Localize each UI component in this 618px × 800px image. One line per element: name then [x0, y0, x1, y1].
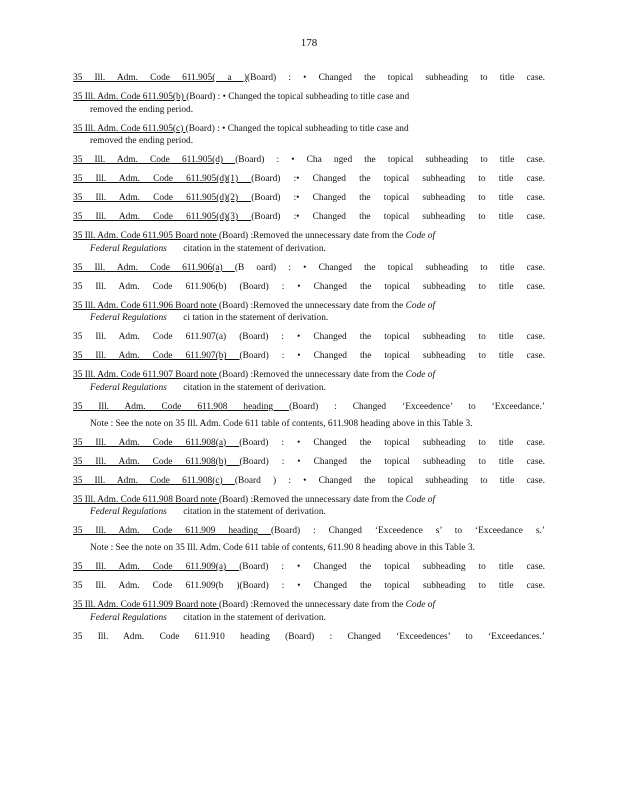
cfr-title-italic: Code of — [405, 494, 436, 505]
code-section-reference: 35 Ill. Adm. Code 611.909 Board note — [73, 600, 219, 611]
continuation-line — [73, 382, 545, 395]
amendment-entry — [73, 230, 545, 255]
continuation-text: removed the ending period. — [90, 104, 194, 115]
cfr-title-italic: Code of — [405, 231, 436, 242]
amendment-entry — [73, 300, 545, 325]
cfr-title-italic: Code of — [405, 370, 436, 381]
cfr-title-italic-cont: Federal Regulations — [90, 382, 167, 393]
amendment-entry — [73, 331, 545, 344]
continuation-text: citation in the statement of derivation. — [183, 612, 326, 623]
amendment-description: (Board) : • Changed the topical subheading to title case. — [239, 351, 546, 362]
cfr-title-italic: Code of — [405, 600, 436, 611]
cfr-title-italic-cont: Federal Regulations — [90, 507, 167, 518]
continuation-text: citation in the statement of derivation. — [183, 382, 326, 393]
amendment-description: (Board) : • Changed the topical subheading to title case. — [239, 456, 546, 467]
code-section-reference: 35 Ill. Adm. Code 611.906(b) — [73, 281, 240, 292]
code-section-reference: 35 Ill. Adm. Code 611.905 Board note — [73, 231, 219, 242]
code-section-reference: 35 Ill. Adm. Code 611.905(c) — [73, 123, 186, 134]
code-section-reference: 35 Ill. Adm. Code 611.907(b) — [73, 351, 240, 362]
code-section-reference: 35 Ill. Adm. Code 611.908(c) — [73, 475, 235, 486]
amendment-description: (Board) :Removed the unnecessary date from the — [219, 600, 404, 611]
continuation-line — [73, 104, 545, 117]
amendment-description: (Board) : • Changed the topical subheading to title case. — [239, 281, 546, 292]
amendment-description: (Board) :Removed the unnecessary date from the — [219, 370, 404, 381]
amendment-description: (Board) : • Changed the topical subheading to title case and — [185, 123, 409, 134]
amendment-description: (Board) : • Changed the topical subheading to title case. — [239, 332, 545, 343]
page-number: 178 — [300, 37, 318, 49]
amendment-entry — [73, 262, 545, 275]
amendment-entry — [73, 91, 545, 116]
amendment-entry — [73, 525, 545, 538]
code-section-reference: 35 Ill. Adm. Code 611.907 Board note — [73, 370, 219, 381]
amendment-description: (Board) :• Changed the topical subheading to title case. — [251, 212, 545, 223]
code-section-reference: 35 Ill. Adm. Code 611.905(d)(2) — [73, 193, 252, 204]
amendment-entry — [73, 123, 545, 148]
continuation-text: removed the ending period. — [90, 136, 194, 147]
cfr-title-italic-cont: Federal Regulations — [90, 313, 167, 324]
continuation-line — [73, 506, 545, 519]
code-section-reference: 35 Ill. Adm. Code 611.905(d)(3) — [73, 212, 252, 223]
code-section-reference: 35 Ill. Adm. Code 611.905(d)(1) — [73, 174, 252, 185]
continuation-text: citation in the statement of derivation. — [183, 507, 326, 518]
code-section-reference: 35 Ill. Adm. Code 611.909(b ) — [73, 581, 240, 592]
code-section-reference: 35 Ill. Adm. Code 611.908(b) — [73, 456, 240, 467]
cfr-title-italic-cont: Federal Regulations — [90, 612, 167, 623]
code-section-reference: 35 Ill. Adm. Code 611.910 heading — [73, 631, 286, 642]
continuation-line — [73, 312, 545, 325]
amendment-list — [73, 72, 545, 650]
code-section-reference: 35 Ill. Adm. Code 611.905( a ) — [73, 73, 248, 83]
amendment-description: (Board) : • Changed the topical subheading to title case and — [186, 91, 410, 102]
amendment-entry — [73, 456, 545, 469]
continuation-text: citation in the statement of derivation. — [183, 243, 326, 254]
amendment-entry — [73, 401, 545, 414]
amendment-description: (Board) : Changed ‘Exceedences’ to ‘Exceedances.’ — [285, 631, 545, 642]
amendment-description: (Board) :• Changed the topical subheading to title case. — [251, 174, 545, 185]
code-section-reference: 35 Ill. Adm. Code 611.908 heading — [73, 401, 290, 412]
amendment-description: (Board) :Removed the unnecessary date from the — [219, 231, 404, 242]
amendment-description: (Board) : • Cha nged the topical subheading to title case. — [235, 155, 545, 166]
code-section-reference: 35 Ill. Adm. Code 611.908 Board note — [73, 494, 219, 505]
continuation-line — [73, 243, 545, 256]
amendment-entry — [73, 599, 545, 624]
continuation-line — [73, 135, 545, 148]
amendment-description: (B oard) : • Changed the topical subheading to title case. — [234, 262, 545, 273]
note-paragraph: Note : See the note on 35 Ill. Adm. Code 611 table of contents, 611.90 8 heading above in this Table 3. — [90, 543, 475, 554]
code-section-reference: 35 Ill. Adm. Code 611.906 Board note — [73, 300, 219, 311]
amendment-entry — [73, 72, 545, 85]
amendment-entry — [73, 494, 545, 519]
continuation-text: ci tation in the statement of derivation. — [183, 313, 329, 324]
code-section-reference: 35 Ill. Adm. Code 611.908(a) — [73, 437, 240, 448]
amendment-description: (Board) : • Changed the topical subheading to title case. — [239, 581, 546, 592]
amendment-entry — [73, 369, 545, 394]
amendment-entry — [73, 154, 545, 167]
amendment-entry — [73, 281, 545, 294]
amendment-entry — [73, 211, 545, 224]
amendment-entry — [73, 580, 545, 593]
amendment-description: (Board ) : • Changed the topical subheading to title case. — [234, 475, 545, 486]
amendment-entry — [73, 631, 545, 644]
cfr-title-italic-cont: Federal Regulations — [90, 243, 167, 254]
amendment-description: (Board) : • Changed the topical subheading to title case. — [239, 437, 545, 448]
code-section-reference: 35 Ill. Adm. Code 611.909(a) — [73, 562, 240, 573]
code-section-reference: 35 Ill. Adm. Code 611.905(b) — [73, 91, 187, 102]
code-section-reference: 35 Ill. Adm. Code 611.907(a) — [73, 332, 240, 343]
note-paragraph: Note : See the note on 35 Ill. Adm. Code 611 table of contents, 611.908 heading above in this Table 3. — [90, 418, 473, 429]
amendment-description: (Board) : Changed ‘Exceedence s’ to ‘Exceedance s.’ — [270, 526, 545, 537]
amendment-entry — [73, 475, 545, 488]
amendment-description: (Board) : • Changed the topical subheading to title case. — [247, 73, 545, 83]
amendment-entry — [73, 437, 545, 450]
amendment-entry — [73, 192, 545, 205]
amendment-entry — [73, 561, 545, 574]
amendment-description: (Board) : • Changed the topical subheading to title case. — [239, 562, 545, 573]
code-section-reference: 35 Ill. Adm. Code 611.906(a) — [73, 262, 235, 273]
amendment-description: (Board) :• Changed the topical subheading to title case. — [251, 193, 545, 204]
amendment-description: (Board) :Removed the unnecessary date from the — [219, 494, 404, 505]
continuation-line — [73, 612, 545, 625]
amendment-entry — [73, 350, 545, 363]
amendment-description: (Board) :Removed the unnecessary date from the — [219, 300, 404, 311]
code-section-reference: 35 Ill. Adm. Code 611.905(d) — [73, 155, 236, 166]
amendment-entry — [73, 173, 545, 186]
amendment-description: (Board) : Changed ‘Exceedence’ to ‘Exceedance.’ — [289, 401, 545, 412]
code-section-reference: 35 Ill. Adm. Code 611.909 heading — [73, 526, 271, 537]
cfr-title-italic: Code of — [405, 300, 436, 311]
